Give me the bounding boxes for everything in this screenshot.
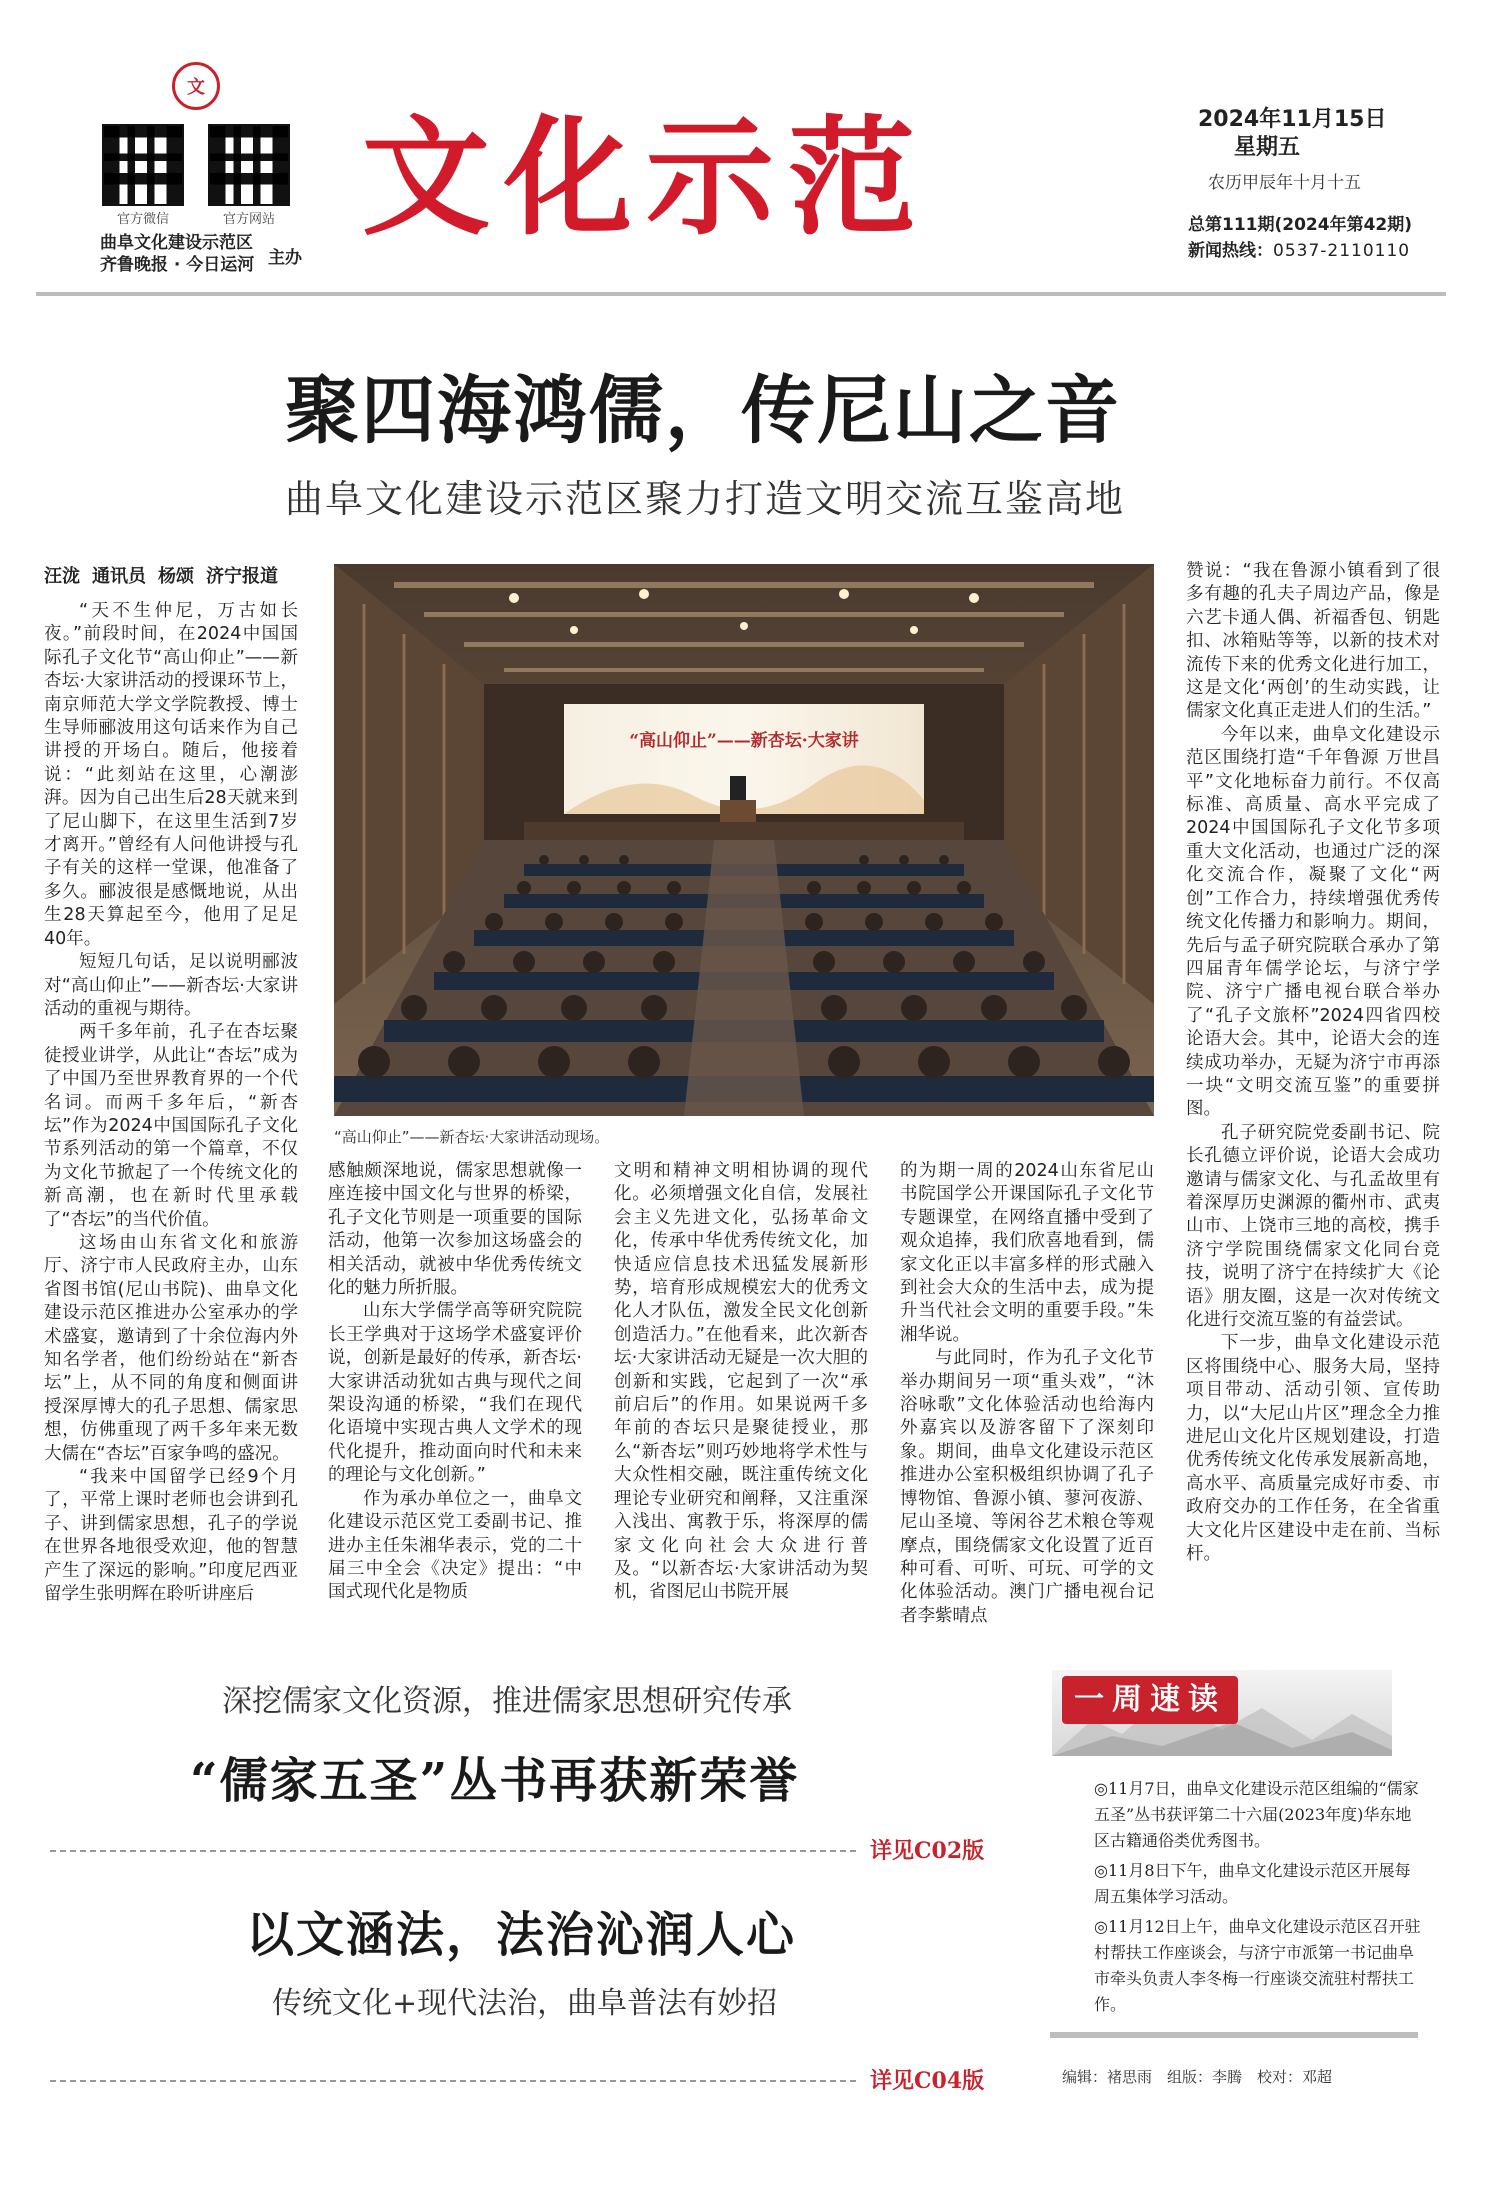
wechat-qr-icon[interactable]: [102, 124, 184, 206]
sponsor-1: 曲阜文化建设示范区: [100, 233, 253, 253]
week-digest-list: [1094, 1776, 1424, 2022]
paragraph: 山东大学儒学高等研究院院长王学典对于这场学术盛宴评价说，创新是最好的传承，新杏坛·大家讲活动犹如古典与现代之间架设沟通的桥梁，“我们在现代化语境中实现古典人文学术的现代化提升，推动面向时代和未来的理论与文化创新。”: [328, 1301, 582, 1486]
paragraph: 下一步，曲阜文化建设示范区将围绕中心、服务大局，坚持项目带动、活动引领、宣传助力，以“大尼山片区”理念全力推进尼山文化片区规划建设，打造优秀传统文化传承发展新高地，高水平、高质量完成好市委、市政府交办的工作任务，在全省重大文化片区建设中走在前、当标杆。: [1186, 1333, 1440, 1565]
photo-caption: “高山仰止”——新杏坛·大家讲活动现场。: [334, 1128, 610, 1146]
event-photo-illustration: [334, 564, 1154, 1116]
byline-author: 汪泷: [44, 566, 80, 587]
masthead-rule: [36, 292, 1446, 296]
teaser-2-divider: [50, 2080, 856, 2082]
paragraph: 孔子研究院党委副书记、院长孔德立评价说，论语大会成功邀请与儒家文化、与孔孟故里有着深厚历史渊源的衢州市、武夷山市、上饶市三地的高校，携手济宁学院围绕儒家文化同台竞技，说明了济宁在持续扩大《论语》朋友圈，这是一次对传统文化进行交流互鉴的有益尝试。: [1186, 1122, 1440, 1330]
teaser-2-subtitle: 传统文化+现代法治，曲阜普法有妙招: [272, 1986, 778, 2021]
paper-name: 文化示范: [362, 103, 931, 253]
teaser-1-divider: [50, 1850, 856, 1852]
teaser-2-title[interactable]: 以文涵法，法治沁润人心: [246, 1907, 797, 1963]
list-item: ◎11月12日上午，曲阜文化建设示范区召开驻村帮扶工作座谈会，与济宁市派第一书记曲阜市牵头负责人李冬梅一行座谈交流驻村帮扶工作。: [1094, 1917, 1421, 2014]
hotline: [1188, 236, 1410, 261]
list-item: ◎11月8日下午，曲阜文化建设示范区开展每周五集体学习活动。: [1094, 1861, 1411, 1906]
host-label: 主办: [268, 248, 302, 268]
weekday: 星期五: [1234, 135, 1301, 160]
article-column-2: [328, 1160, 582, 1605]
qr-label-wechat: 官方微信: [116, 212, 169, 227]
article-column-1: [44, 600, 298, 1606]
week-digest-rule: [1050, 2032, 1418, 2038]
main-headline: 聚四海鸿儒，传尼山之音: [285, 368, 1121, 454]
list-item: ◎11月7日，曲阜文化建设示范区组编的“儒家五圣”丛书获评第二十六届(2023年度)华东地区古籍通俗类优秀图书。: [1094, 1779, 1419, 1850]
sponsor-2: 齐鲁晚报 · 今日运河: [100, 255, 255, 275]
paragraph: 两千多年前，孔子在杏坛聚徒授业讲学，从此让“杏坛”成为了中国乃至世界教育界的一个代名词。而两千多年后，“新杏坛”作为2024中国国际孔子文化节系列活动的第一个篇章，不仅为文化节掀起了一个传统文化的新高潮，也在新时代里承载了“杏坛”的当代价值。: [44, 1022, 298, 1230]
hotline-label: 新闻热线：: [1188, 241, 1273, 261]
byline-location: 济宁报道: [206, 566, 278, 587]
masthead: [0, 0, 1487, 300]
sub-headline: 曲阜文化建设示范区聚力打造文明交流互鉴高地: [285, 477, 1126, 521]
paragraph: 感触颇深地说，儒家思想就像一座连接中国文化与世界的桥梁，孔子文化节则是一项重要的国际活动，他第一次参加这场盛会的相关活动，就被中华优秀传统文化的魅力所折服。: [328, 1161, 582, 1299]
event-photo[interactable]: [334, 564, 1154, 1116]
qr-label-website: 官方网站: [222, 212, 275, 227]
article-column-4: [900, 1160, 1154, 1628]
paragraph: 这场由山东省文化和旅游厅、济宁市人民政府主办，山东省图书馆(尼山书院)、曲阜文化建设示范区推进办公室承办的学术盛宴，邀请到了十余位海内外知名学者，他们纷纷站在“新杏坛”上，从不同的角度和侧面讲授深厚博大的孔子思想、儒家思想，仿佛重现了两千多年来无数大儒在“杏坛”百家争鸣的盛况。: [44, 1232, 298, 1464]
paragraph: “我来中国留学已经9个月了，平常上课时老师也会讲到孔子、讲到儒家思想，孔子的学说在世界各地很受欢迎，他的智慧产生了深远的影响。”印度尼西亚留学生张明辉在聆听讲座后: [44, 1467, 298, 1605]
teaser-2-see-page-link[interactable]: 详见C04版: [870, 2068, 985, 2094]
lunar-date: 农历甲辰年十月十五: [1208, 173, 1361, 193]
screen-text: “高山仰止”——新杏坛·大家讲: [629, 731, 859, 751]
paragraph: 与此同时，作为孔子文化节举办期间另一项“重头戏”，“沐浴咏歌”文化体验活动也给海内外嘉宾以及游客留下了深刻印象。期间，曲阜文化建设示范区推进办公室积极组织协调了孔子博物馆、鲁源小镇、蓼河夜游、尼山圣境、等闲谷艺术粮仓等观摩点，围绕儒家文化设置了近百种可看、可听、可玩、可学的文化体验活动。澳门广播电视台记者李紫晴点: [900, 1348, 1154, 1626]
byline-role: 通讯员: [92, 566, 146, 587]
paragraph: 作为承办单位之一，曲阜文化建设示范区党工委副书记、推进办主任朱湘华表示，党的二十届三中全会《决定》提出：“中国式现代化是物质: [328, 1488, 582, 1603]
teaser-1-subtitle: 深挖儒家文化资源，推进儒家思想研究传承: [222, 1684, 792, 1719]
week-digest-badge: 一周速读: [1062, 1676, 1238, 1724]
byline-coauthor: 杨颂: [158, 566, 194, 587]
editors-credit: 编辑：褚思雨 组版：李腾 校对：邓超: [1062, 2068, 1333, 2086]
website-qr-icon[interactable]: [208, 124, 290, 206]
teaser-1-title[interactable]: “儒家五圣”丛书再获新荣誉: [190, 1753, 800, 1809]
byline: [44, 562, 278, 588]
paragraph: “天不生仲尼，万古如长夜。”前段时间，在2024中国国际孔子文化节“高山仰止”——新杏坛·大家讲活动的授课环节上，南京师范大学文学院教授、博士生导师郦波用这句话来作为自己讲授的开场白。随后，他接着说：“此刻站在这里，心潮澎湃。因为自己出生后28天就来到了尼山脚下，在这里生活到7岁才离开。”曾经有人问他讲授与孔子有关的这样一堂课，他准备了多久。郦波很是感慨地说，从出生28天算起至今，他用了足足40年。: [44, 601, 298, 949]
article-column-3: [614, 1160, 868, 1605]
issue-number: 总第111期(2024年第42期): [1188, 215, 1412, 235]
issue-date: 2024年11月15日: [1198, 107, 1387, 132]
hotline-number[interactable]: 0537-2110110: [1273, 241, 1411, 261]
paragraph: 文明和精神文明相协调的现代化。必须增强文化自信，发展社会主义先进文化，弘扬革命文化，传承中华优秀传统文化，加快适应信息技术迅猛发展新形势，培育形成规模宏大的优秀文化人才队伍，激发全民文化创新创造活力。”在他看来，此次新杏坛·大家讲活动无疑是一次大胆的创新和实践，它起到了一次“承前启后”的作用。如果说两千多年前的杏坛只是聚徒授业，那么“新杏坛”则巧妙地将学术性与大众性相交融，既注重传统文化理论专业研究和阐释，又注重深入浅出、寓教于乐，将深厚的儒家文化向社会大众进行普及。“以新杏坛·大家讲活动为契机，省图尼山书院开展: [614, 1161, 868, 1603]
paragraph: 今年以来，曲阜文化建设示范区围绕打造“千年鲁源 万世昌平”文化地标奋力前行。不仅高标准、高质量、高水平完成了2024中国国际孔子文化节多项重大文化活动，也通过广泛的深化交流合作，凝聚了文化“两创”工作合力，持续增强优秀传统文化传播力和影响力。期间，先后与孟子研究院联合承办了第四届青年儒学论坛，与济宁学院、济宁广播电视台联合举办了“孔子文旅杯”2024四省四校论语大会。其中，论语大会的连续成功举办，无疑为济宁市再添一块“文明交流互鉴”的重要拼图。: [1186, 724, 1440, 1120]
paragraph: 赞说：“我在鲁源小镇看到了很多有趣的孔夫子周边产品，像是六艺卡通人偶、祈福香包、钥匙扣、冰箱贴等等，以新的技术对流传下来的优秀文化进行加工，这是文化‘两创’的生动实践，让儒家文化真正走进人们的生活。”: [1186, 561, 1440, 722]
logo-seal-icon: 文: [172, 62, 220, 110]
paragraph: 的为期一周的2024山东省尼山书院国学公开课国际孔子文化节专题课堂，在网络直播中受到了观众追捧，我们欣喜地看到，儒家文化正以丰富多样的形式融入到社会大众的生活中去，成为提升当代社会文明的重要手段。”朱湘华说。: [900, 1161, 1154, 1345]
teaser-1-see-page-link[interactable]: 详见C02版: [870, 1838, 985, 1864]
article-column-5: [1186, 560, 1440, 1566]
paragraph: 短短几句话，足以说明郦波对“高山仰止”——新杏坛·大家讲活动的重视与期待。: [44, 952, 298, 1019]
